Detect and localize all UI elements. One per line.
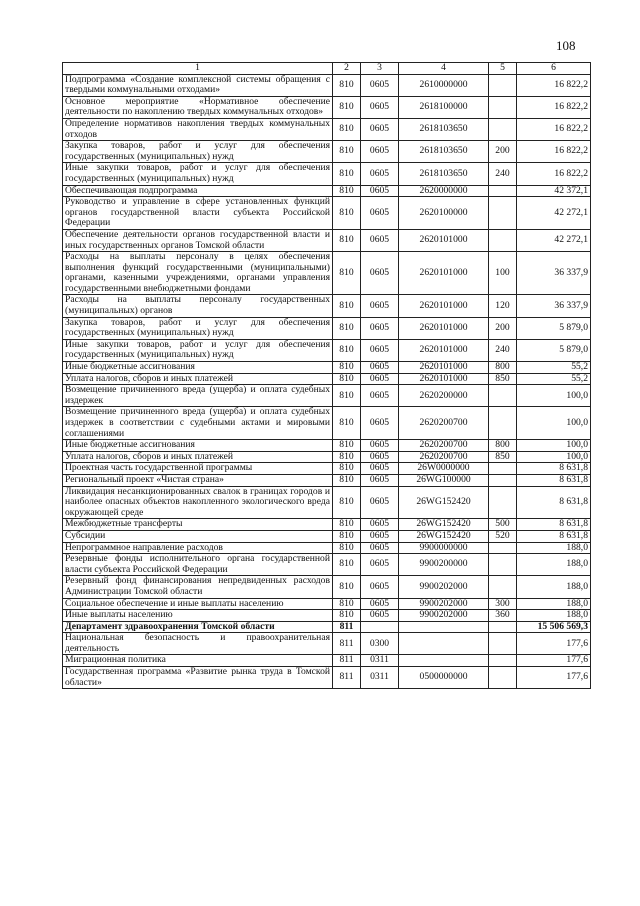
expense-type-cell (489, 229, 517, 251)
row-name-cell: Руководство и управление в сфере установленных функций органов государственной власти субъекта Российской Федерации (63, 197, 333, 230)
amount-cell: 8 631,8 (517, 486, 591, 519)
target-code-cell: 9900202000 (399, 576, 489, 598)
column-header: 3 (361, 63, 399, 75)
section-code-cell: 0605 (361, 486, 399, 519)
expense-type-cell: 240 (489, 163, 517, 185)
target-code-cell: 2620101000 (399, 373, 489, 385)
ministry-code-cell: 810 (333, 554, 361, 576)
row-name-cell: Государственная программа «Развитие рынка труда в Томской области» (63, 667, 333, 689)
section-code-cell: 0605 (361, 252, 399, 295)
expense-type-cell (489, 667, 517, 689)
table-row (63, 576, 591, 598)
row-name-cell: Иные выплаты населению (63, 610, 333, 622)
amount-cell: 36 337,9 (517, 252, 591, 295)
target-code-cell: 9900202000 (399, 610, 489, 622)
ministry-code-cell: 811 (333, 621, 361, 633)
section-code-cell: 0605 (361, 141, 399, 163)
row-name-cell: Субсидии (63, 530, 333, 542)
ministry-code-cell: 810 (333, 440, 361, 452)
amount-cell: 8 631,8 (517, 530, 591, 542)
target-code-cell: 9900000000 (399, 542, 489, 554)
amount-cell: 16 822,2 (517, 74, 591, 96)
section-code-cell: 0605 (361, 197, 399, 230)
row-name-cell: Уплата налогов, сборов и иных платежей (63, 451, 333, 463)
expense-type-cell: 850 (489, 451, 517, 463)
target-code-cell: 26WG152420 (399, 530, 489, 542)
target-code-cell: 9900200000 (399, 554, 489, 576)
expense-type-cell (489, 74, 517, 96)
section-code-cell: 0605 (361, 474, 399, 486)
target-code-cell: 26WG152420 (399, 519, 489, 531)
ministry-code-cell: 810 (333, 373, 361, 385)
target-code-cell: 2620200700 (399, 440, 489, 452)
table-row (63, 554, 591, 576)
amount-cell: 100,0 (517, 407, 591, 440)
expense-type-cell: 800 (489, 362, 517, 374)
expense-type-cell (489, 463, 517, 475)
target-code-cell: 9900202000 (399, 598, 489, 610)
amount-cell: 8 631,8 (517, 463, 591, 475)
expense-type-cell (489, 576, 517, 598)
target-code-cell: 26WG152420 (399, 486, 489, 519)
table-row (63, 373, 591, 385)
ministry-code-cell: 810 (333, 385, 361, 407)
amount-cell: 5 879,0 (517, 339, 591, 361)
section-code-cell: 0605 (361, 554, 399, 576)
ministry-code-cell: 810 (333, 542, 361, 554)
column-header: 4 (399, 63, 489, 75)
ministry-code-cell: 810 (333, 295, 361, 317)
amount-cell: 188,0 (517, 576, 591, 598)
ministry-code-cell: 810 (333, 163, 361, 185)
expense-type-cell (489, 542, 517, 554)
expense-type-cell (489, 486, 517, 519)
target-code-cell (399, 633, 489, 655)
row-name-cell: Обеспечение деятельности органов государственной власти и иных государственных органов Томской области (63, 229, 333, 251)
amount-cell: 42 272,1 (517, 229, 591, 251)
ministry-code-cell: 810 (333, 197, 361, 230)
row-name-cell: Определение нормативов накопления твердых коммунальных отходов (63, 118, 333, 140)
amount-cell: 42 372,1 (517, 185, 591, 197)
section-code-cell: 0605 (361, 542, 399, 554)
table-row (63, 197, 591, 230)
amount-cell: 188,0 (517, 610, 591, 622)
target-code-cell: 2620000000 (399, 185, 489, 197)
expense-type-cell (489, 385, 517, 407)
row-name-cell: Региональный проект «Чистая страна» (63, 474, 333, 486)
section-code-cell: 0605 (361, 373, 399, 385)
section-code-cell: 0605 (361, 519, 399, 531)
target-code-cell: 2618103650 (399, 141, 489, 163)
target-code-cell: 2620101000 (399, 317, 489, 339)
amount-cell: 177,6 (517, 633, 591, 655)
row-name-cell: Резервный фонд финансирования непредвиденных расходов Администрации Томской области (63, 576, 333, 598)
ministry-code-cell: 810 (333, 141, 361, 163)
expense-type-cell (489, 407, 517, 440)
expense-type-cell: 240 (489, 339, 517, 361)
table-row (63, 451, 591, 463)
row-name-cell: Уплата налогов, сборов и иных платежей (63, 373, 333, 385)
ministry-code-cell: 810 (333, 317, 361, 339)
section-code-cell: 0605 (361, 463, 399, 475)
target-code-cell: 26W0000000 (399, 463, 489, 475)
ministry-code-cell: 810 (333, 486, 361, 519)
table-row (63, 141, 591, 163)
section-code-cell: 0311 (361, 655, 399, 667)
row-name-cell: Непрограммное направление расходов (63, 542, 333, 554)
table-row (63, 610, 591, 622)
expense-type-cell: 500 (489, 519, 517, 531)
section-code-cell: 0605 (361, 229, 399, 251)
table-row (63, 407, 591, 440)
column-header: 5 (489, 63, 517, 75)
row-name-cell: Основное мероприятие «Нормативное обеспечение деятельности по накоплению твердых коммунальных отходов» (63, 96, 333, 118)
table-row (63, 185, 591, 197)
row-name-cell: Социальное обеспечение и иные выплаты населению (63, 598, 333, 610)
target-code-cell: 2620101000 (399, 229, 489, 251)
expense-type-cell: 120 (489, 295, 517, 317)
column-header: 1 (63, 63, 333, 75)
expense-type-cell: 200 (489, 141, 517, 163)
target-code-cell: 26WG100000 (399, 474, 489, 486)
row-name-cell: Национальная безопасность и правоохранительная деятельность (63, 633, 333, 655)
row-name-cell: Проектная часть государственной программы (63, 463, 333, 475)
ministry-code-cell: 811 (333, 633, 361, 655)
amount-cell: 5 879,0 (517, 317, 591, 339)
table-row (63, 317, 591, 339)
table-row (63, 463, 591, 475)
table-row (63, 474, 591, 486)
ministry-code-cell: 810 (333, 118, 361, 140)
amount-cell: 36 337,9 (517, 295, 591, 317)
ministry-code-cell: 810 (333, 598, 361, 610)
section-code-cell: 0605 (361, 339, 399, 361)
amount-cell: 8 631,8 (517, 519, 591, 531)
column-header: 2 (333, 63, 361, 75)
expense-type-cell (489, 655, 517, 667)
table-row (63, 530, 591, 542)
target-code-cell: 2618100000 (399, 96, 489, 118)
target-code-cell: 2620101000 (399, 252, 489, 295)
amount-cell: 100,0 (517, 451, 591, 463)
expense-type-cell (489, 118, 517, 140)
section-code-cell: 0605 (361, 317, 399, 339)
expense-type-cell (489, 474, 517, 486)
ministry-code-cell: 810 (333, 474, 361, 486)
amount-cell: 55,2 (517, 362, 591, 374)
row-name-cell: Иные бюджетные ассигнования (63, 440, 333, 452)
amount-cell: 100,0 (517, 440, 591, 452)
target-code-cell: 2620101000 (399, 339, 489, 361)
target-code-cell: 2620101000 (399, 295, 489, 317)
table-row (63, 362, 591, 374)
ministry-code-cell: 810 (333, 229, 361, 251)
table-row (63, 633, 591, 655)
ministry-code-cell: 810 (333, 463, 361, 475)
table-row (63, 486, 591, 519)
table-row (63, 96, 591, 118)
row-name-cell: Ликвидация несанкционированных свалок в границах городов и наиболее опасных объектов накопленного экологического вреда окружающей среде (63, 486, 333, 519)
expense-type-cell (489, 197, 517, 230)
section-code-cell (361, 621, 399, 633)
row-name-cell: Иные закупки товаров, работ и услуг для обеспечения государственных (муниципальных) нужд (63, 163, 333, 185)
target-code-cell: 2620100000 (399, 197, 489, 230)
section-code-cell: 0311 (361, 667, 399, 689)
section-code-cell: 0605 (361, 295, 399, 317)
target-code-cell: 2618103650 (399, 163, 489, 185)
row-name-cell: Департамент здравоохранения Томской области (63, 621, 333, 633)
ministry-code-cell: 810 (333, 610, 361, 622)
row-name-cell: Межбюджетные трансферты (63, 519, 333, 531)
section-code-cell: 0605 (361, 118, 399, 140)
ministry-code-cell: 811 (333, 655, 361, 667)
table-row (63, 621, 591, 633)
row-name-cell: Обеспечивающая подпрограмма (63, 185, 333, 197)
target-code-cell: 2620200000 (399, 385, 489, 407)
section-code-cell: 0605 (361, 407, 399, 440)
section-code-cell: 0605 (361, 598, 399, 610)
amount-cell: 100,0 (517, 385, 591, 407)
table-row (63, 440, 591, 452)
ministry-code-cell: 810 (333, 185, 361, 197)
table-row (63, 118, 591, 140)
column-header-row (63, 63, 591, 75)
section-code-cell: 0605 (361, 610, 399, 622)
budget-table (62, 62, 591, 689)
expense-type-cell: 300 (489, 598, 517, 610)
amount-cell: 177,6 (517, 667, 591, 689)
amount-cell: 188,0 (517, 542, 591, 554)
table-row (63, 252, 591, 295)
ministry-code-cell: 810 (333, 451, 361, 463)
amount-cell: 177,6 (517, 655, 591, 667)
expense-type-cell: 520 (489, 530, 517, 542)
table-row (63, 519, 591, 531)
row-name-cell: Подпрограмма «Создание комплексной системы обращения с твердыми коммунальными отходами» (63, 74, 333, 96)
target-code-cell (399, 621, 489, 633)
row-name-cell: Расходы на выплаты персоналу в целях обеспечения выполнения функций государственными (муниципальными) органами, казенными учреждениями, органами управления государственными внебюджетными фондами (63, 252, 333, 295)
ministry-code-cell: 810 (333, 96, 361, 118)
table-row (63, 295, 591, 317)
section-code-cell: 0605 (361, 96, 399, 118)
table-row (63, 385, 591, 407)
row-name-cell: Закупка товаров, работ и услуг для обеспечения государственных (муниципальных) нужд (63, 141, 333, 163)
expense-type-cell (489, 185, 517, 197)
row-name-cell: Иные бюджетные ассигнования (63, 362, 333, 374)
row-name-cell: Возмещение причиненного вреда (ущерба) и оплата судебных издержек в соответствии с судебными актами и мировыми соглашениями (63, 407, 333, 440)
ministry-code-cell: 810 (333, 339, 361, 361)
expense-type-cell (489, 633, 517, 655)
column-header: 6 (517, 63, 591, 75)
table-row (63, 655, 591, 667)
amount-cell: 55,2 (517, 373, 591, 385)
target-code-cell: 2620200700 (399, 407, 489, 440)
amount-cell: 16 822,2 (517, 118, 591, 140)
target-code-cell: 2620101000 (399, 362, 489, 374)
amount-cell: 16 822,2 (517, 141, 591, 163)
row-name-cell: Закупка товаров, работ и услуг для обеспечения государственных (муниципальных) нужд (63, 317, 333, 339)
ministry-code-cell: 810 (333, 362, 361, 374)
section-code-cell: 0605 (361, 576, 399, 598)
ministry-code-cell: 810 (333, 252, 361, 295)
section-code-cell: 0605 (361, 451, 399, 463)
expense-type-cell: 800 (489, 440, 517, 452)
amount-cell: 8 631,8 (517, 474, 591, 486)
target-code-cell: 2618103650 (399, 118, 489, 140)
ministry-code-cell: 810 (333, 74, 361, 96)
section-code-cell: 0605 (361, 163, 399, 185)
page-number: 108 (556, 38, 576, 53)
ministry-code-cell: 810 (333, 519, 361, 531)
amount-cell: 188,0 (517, 598, 591, 610)
row-name-cell: Расходы на выплаты персоналу государственных (муниципальных) органов (63, 295, 333, 317)
row-name-cell: Возмещение причиненного вреда (ущерба) и оплата судебных издержек (63, 385, 333, 407)
section-code-cell: 0605 (361, 362, 399, 374)
target-code-cell: 2610000000 (399, 74, 489, 96)
amount-cell: 15 506 569,3 (517, 621, 591, 633)
amount-cell: 42 272,1 (517, 197, 591, 230)
section-code-cell: 0605 (361, 440, 399, 452)
amount-cell: 16 822,2 (517, 96, 591, 118)
target-code-cell: 0500000000 (399, 667, 489, 689)
target-code-cell: 2620200700 (399, 451, 489, 463)
row-name-cell: Иные закупки товаров, работ и услуг для обеспечения государственных (муниципальных) нужд (63, 339, 333, 361)
table-row (63, 667, 591, 689)
table-row (63, 229, 591, 251)
expense-type-cell: 850 (489, 373, 517, 385)
section-code-cell: 0605 (361, 385, 399, 407)
section-code-cell: 0605 (361, 530, 399, 542)
table-row (63, 163, 591, 185)
row-name-cell: Миграционная политика (63, 655, 333, 667)
ministry-code-cell: 810 (333, 407, 361, 440)
ministry-code-cell: 810 (333, 530, 361, 542)
table-row (63, 74, 591, 96)
expense-type-cell (489, 96, 517, 118)
expense-type-cell: 200 (489, 317, 517, 339)
ministry-code-cell: 810 (333, 576, 361, 598)
table-row (63, 542, 591, 554)
section-code-cell: 0605 (361, 74, 399, 96)
expense-type-cell (489, 554, 517, 576)
section-code-cell: 0300 (361, 633, 399, 655)
section-code-cell: 0605 (361, 185, 399, 197)
expense-type-cell: 100 (489, 252, 517, 295)
ministry-code-cell: 811 (333, 667, 361, 689)
row-name-cell: Резервные фонды исполнительного органа государственной власти субъекта Российской Федерации (63, 554, 333, 576)
amount-cell: 188,0 (517, 554, 591, 576)
table-row (63, 598, 591, 610)
amount-cell: 16 822,2 (517, 163, 591, 185)
expense-type-cell: 360 (489, 610, 517, 622)
target-code-cell (399, 655, 489, 667)
table-row (63, 339, 591, 361)
expense-type-cell (489, 621, 517, 633)
